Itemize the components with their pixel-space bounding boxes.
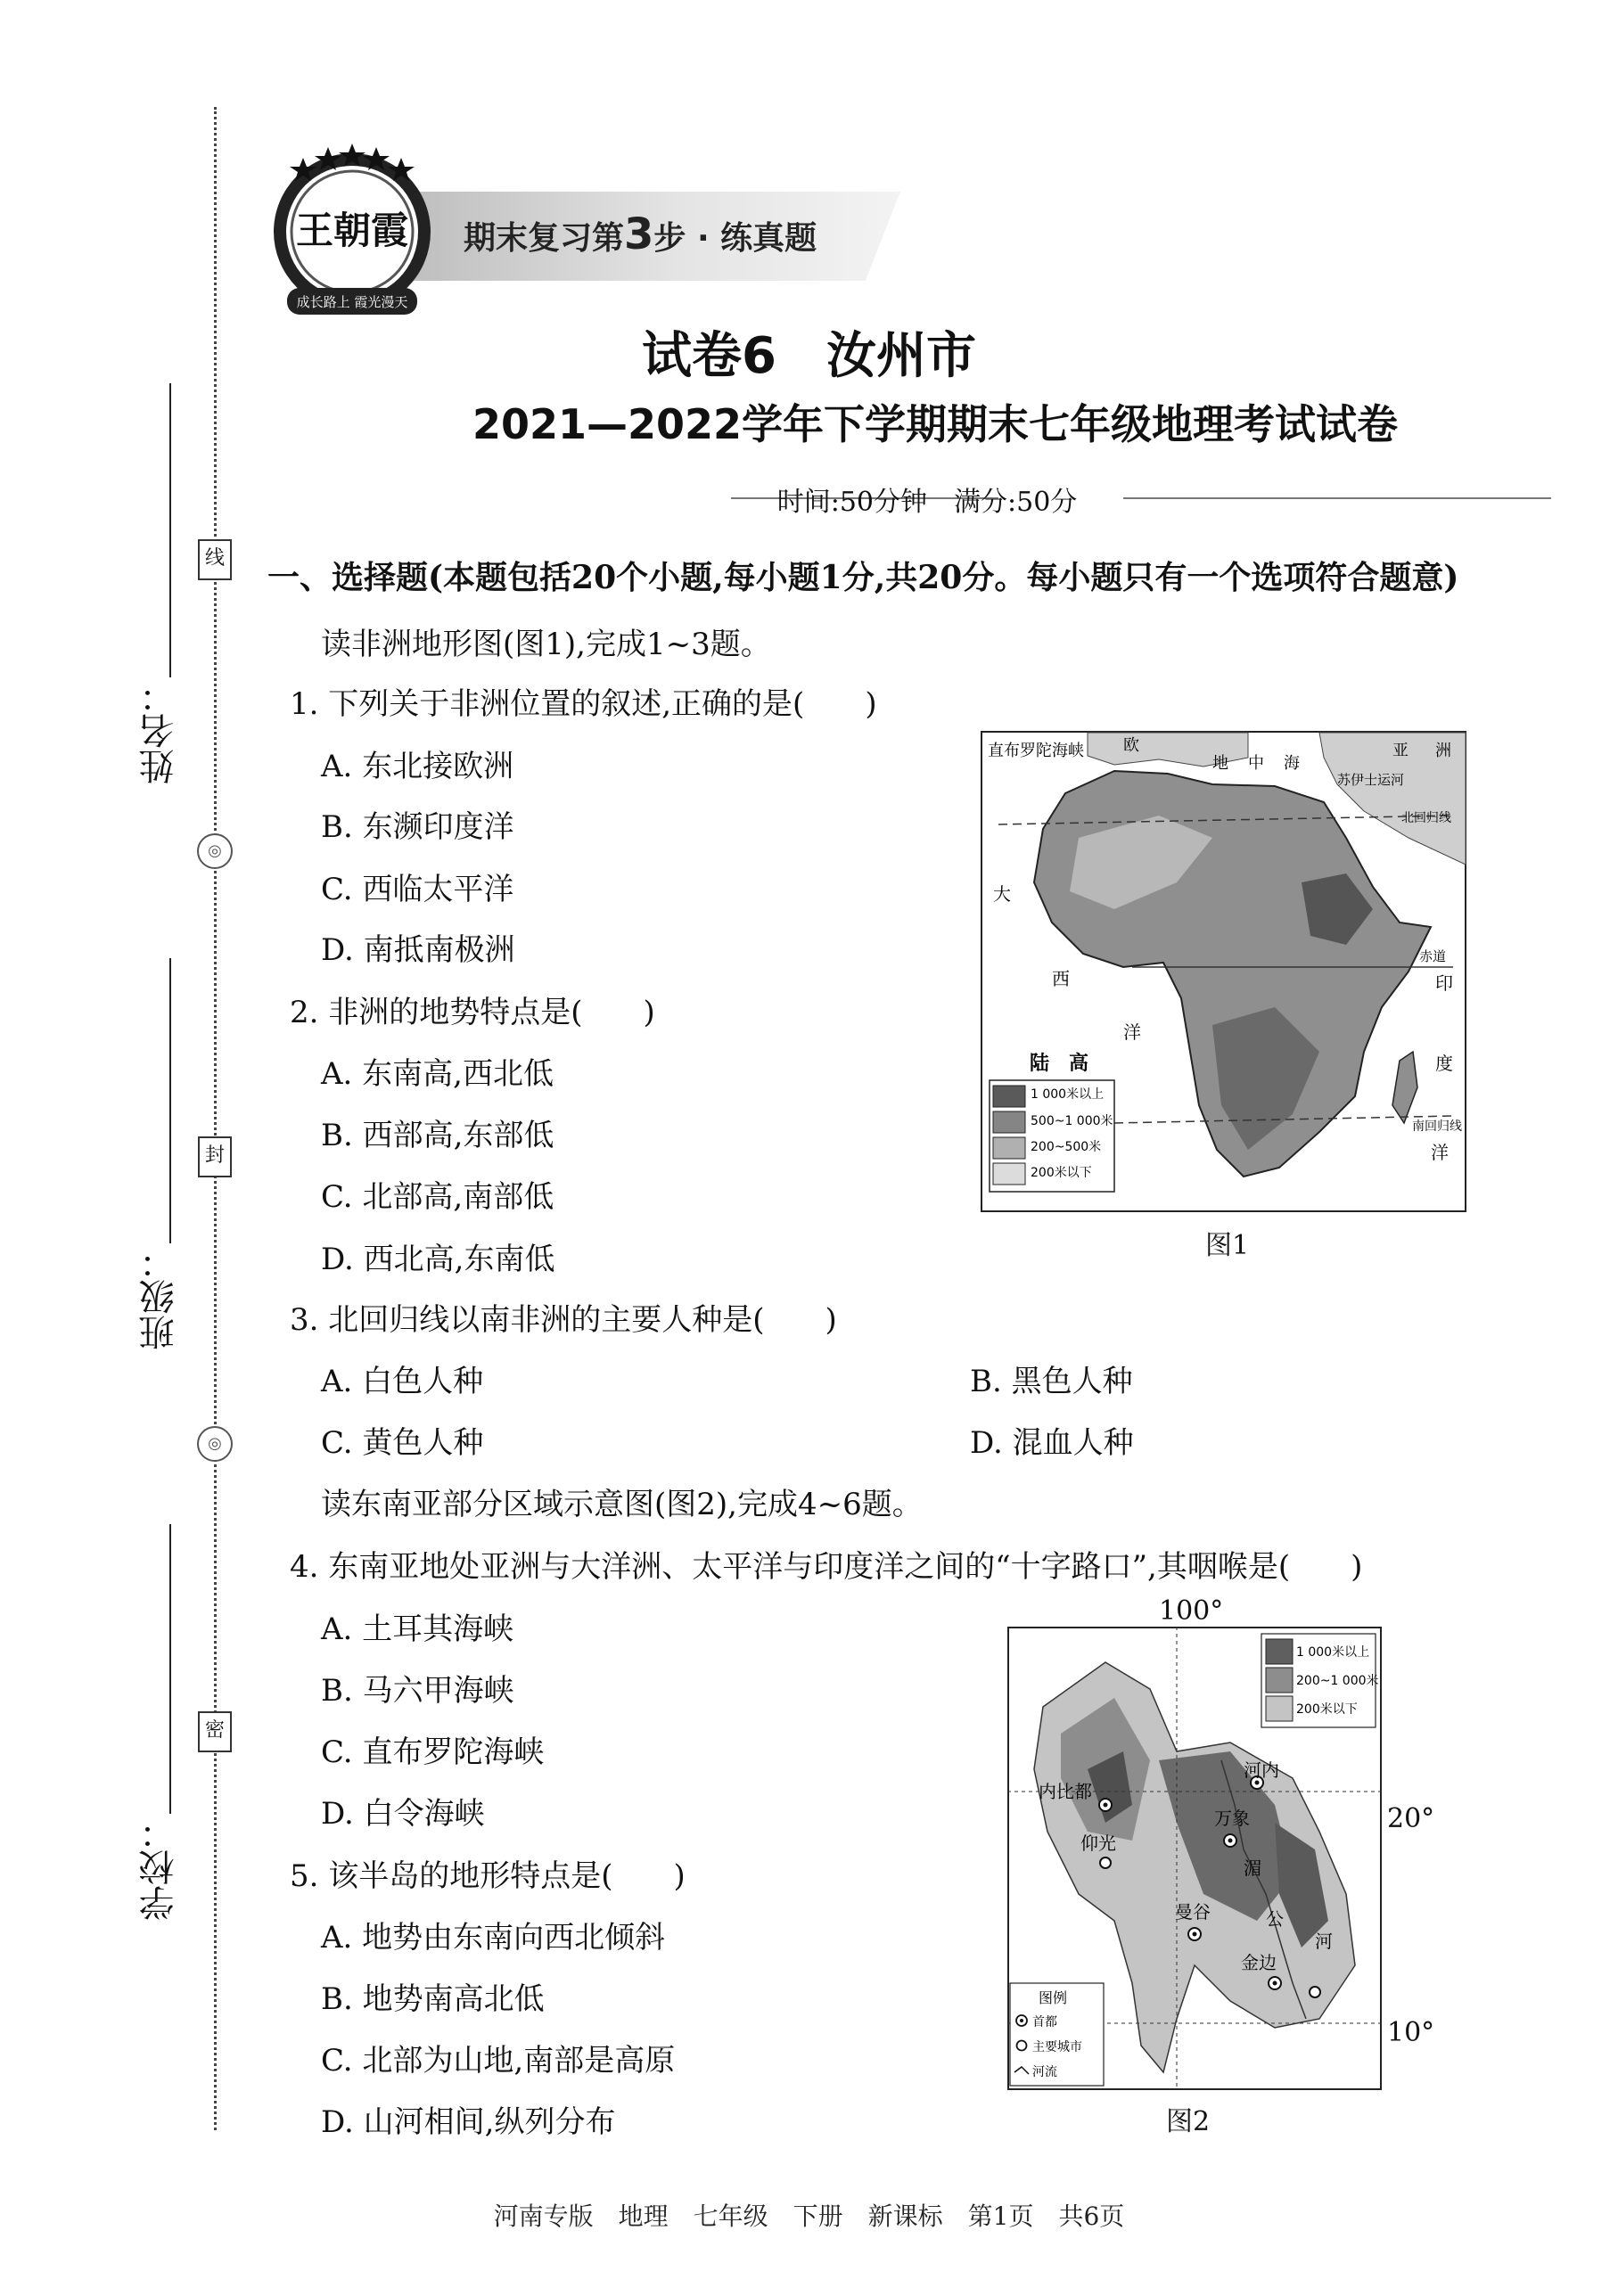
svg-text:公: 公 — [1266, 1908, 1284, 1930]
name-label: 姓名： — [139, 677, 180, 784]
city-icon — [1100, 1857, 1111, 1868]
class-label: 班级： — [139, 1243, 180, 1350]
svg-text:河流: 河流 — [1032, 2065, 1057, 2079]
q2-option-c[interactable]: C. 北部高,南部低 — [321, 1179, 554, 1215]
svg-text:200米以下: 200米以下 — [1031, 1166, 1092, 1180]
q5-option-d[interactable]: D. 山河相间,纵列分布 — [321, 2104, 616, 2140]
q4-option-c[interactable]: C. 直布罗陀海峡 — [321, 1734, 545, 1770]
svg-text:王朝霞: 王朝霞 — [295, 209, 409, 252]
name-field[interactable] — [169, 383, 171, 677]
svg-text:河内: 河内 — [1244, 1759, 1279, 1781]
question-3: 3. 北回归线以南非洲的主要人种是( ) — [290, 1302, 837, 1338]
fig2-key — [1010, 1983, 1104, 2086]
binding-dotted-line — [214, 107, 217, 2130]
exam-title: 试卷6 汝州市 — [642, 327, 976, 385]
svg-text:直布罗陀海峡: 直布罗陀海峡 — [988, 742, 1084, 760]
seal-mark-line: 线 — [198, 539, 232, 580]
question-5: 5. 该半岛的地形特点是( ) — [290, 1858, 686, 1894]
intro-fig1: 读非洲地形图(图1),完成1~3题。 — [321, 627, 771, 662]
fig2-caption: 图2 — [1166, 2106, 1211, 2137]
svg-text:500~1 000米: 500~1 000米 — [1031, 1114, 1113, 1128]
svg-text:欧: 欧 — [1123, 736, 1139, 755]
svg-text:亚: 亚 — [1392, 742, 1409, 760]
exam-subtitle: 2021—2022学年下学期期末七年级地理考试试卷 — [472, 400, 1399, 448]
intro-fig2: 读东南亚部分区域示意图(图2),完成4~6题。 — [321, 1487, 923, 1522]
capital-city-icon — [1269, 1977, 1281, 1989]
svg-text:中: 中 — [1248, 754, 1264, 773]
capital-city-icon — [1099, 1799, 1112, 1811]
fig2-lat20-label: 20° — [1387, 1803, 1435, 1834]
africa-topographic-map — [981, 731, 1466, 1212]
svg-text:地: 地 — [1212, 754, 1228, 773]
q1-option-c[interactable]: C. 西临太平洋 — [321, 872, 514, 907]
question-2: 2. 非洲的地势特点是( ) — [290, 995, 655, 1030]
svg-text:北回归线: 北回归线 — [1401, 811, 1451, 825]
svg-text:万象: 万象 — [1214, 1808, 1250, 1829]
svg-text:赤道: 赤道 — [1419, 948, 1447, 964]
q1-option-a[interactable]: A. 东北接欧洲 — [321, 749, 514, 784]
fig1-caption: 图1 — [1205, 1230, 1250, 1261]
time-info: 时间:50分钟 满分:50分 — [776, 487, 1078, 518]
svg-text:曼谷: 曼谷 — [1175, 1901, 1211, 1923]
svg-text:首都: 首都 — [1032, 2015, 1057, 2030]
svg-text:苏伊士运河: 苏伊士运河 — [1337, 772, 1405, 788]
svg-text:图例: 图例 — [1039, 1989, 1068, 2006]
q5-option-a[interactable]: A. 地势由东南向西北倾斜 — [321, 1920, 666, 1956]
svg-text:1 000米以上: 1 000米以上 — [1031, 1087, 1105, 1102]
q2-option-d[interactable]: D. 西北高,东南低 — [321, 1242, 555, 1277]
southeast-asia-map — [1007, 1627, 1382, 2090]
svg-text:洲: 洲 — [1435, 742, 1451, 760]
seal-mark-sealed: 密 — [198, 1711, 232, 1752]
question-1: 1. 下列关于非洲位置的叙述,正确的是( ) — [290, 686, 877, 722]
svg-text:陆 高: 陆 高 — [1030, 1053, 1089, 1075]
school-label: 学校： — [139, 1814, 180, 1921]
q1-option-b[interactable]: B. 东濒印度洋 — [321, 809, 514, 845]
banner-text: 期末复习第3步 · 练真题 — [464, 209, 817, 259]
q5-option-c[interactable]: C. 北部为山地,南部是高原 — [321, 2043, 676, 2079]
svg-text:湄: 湄 — [1244, 1857, 1261, 1879]
q3-option-d[interactable]: D. 混血人种 — [970, 1425, 1134, 1461]
svg-text:成长路上 霞光漫天: 成长路上 霞光漫天 — [296, 294, 408, 310]
fig2-legend — [1261, 1634, 1379, 1727]
q3-option-c[interactable]: C. 黄色人种 — [321, 1425, 484, 1461]
section-title: 一、选择题(本题包括20个小题,每小题1分,共20分。每小题只有一个选项符合题意) — [267, 559, 1459, 596]
class-field[interactable] — [169, 958, 171, 1243]
svg-text:西: 西 — [1052, 968, 1070, 989]
seal-mark-seal: 封 — [198, 1136, 232, 1177]
q3-option-a[interactable]: A. 白色人种 — [321, 1364, 484, 1399]
q4-option-a[interactable]: A. 土耳其海峡 — [321, 1611, 514, 1647]
time-info-bar — [267, 480, 1560, 518]
q2-option-b[interactable]: B. 西部高,东部低 — [321, 1118, 554, 1153]
school-field[interactable] — [169, 1524, 171, 1814]
svg-text:洋: 洋 — [1123, 1021, 1141, 1043]
svg-text:大: 大 — [993, 883, 1011, 905]
brand-logo — [267, 138, 437, 325]
q1-option-d[interactable]: D. 南抵南极洲 — [321, 932, 515, 968]
svg-text:1 000米以上: 1 000米以上 — [1296, 1645, 1370, 1660]
page-footer: 河南专版 地理 七年级 下册 新课标 第1页 共6页 — [493, 2202, 1125, 2231]
svg-text:200~500米: 200~500米 — [1031, 1140, 1102, 1154]
capital-city-icon — [1188, 1928, 1201, 1940]
svg-text:内比都: 内比都 — [1039, 1781, 1092, 1802]
svg-text:200米以下: 200米以下 — [1296, 1702, 1358, 1717]
seal-circle-icon: ◎ — [197, 833, 233, 869]
fig2-longitude-label: 100° — [1159, 1595, 1224, 1627]
svg-text:主要城市: 主要城市 — [1032, 2040, 1082, 2054]
svg-text:河: 河 — [1315, 1931, 1333, 1952]
q4-option-d[interactable]: D. 白令海峡 — [321, 1796, 485, 1832]
fig2-lat10-label: 10° — [1387, 2017, 1435, 2048]
q4-option-b[interactable]: B. 马六甲海峡 — [321, 1673, 514, 1709]
svg-text:200~1 000米: 200~1 000米 — [1296, 1674, 1379, 1688]
svg-text:度: 度 — [1435, 1053, 1453, 1074]
seal-circle-icon: ◎ — [197, 1426, 233, 1462]
question-4: 4. 东南亚地处亚洲与大洋洲、太平洋与印度洋之间的“十字路口”,其咽喉是( ) — [290, 1549, 1363, 1585]
capital-city-icon — [1224, 1834, 1236, 1847]
svg-text:印: 印 — [1435, 972, 1453, 994]
svg-text:南回归线: 南回归线 — [1412, 1119, 1462, 1134]
svg-text:海: 海 — [1284, 754, 1300, 773]
svg-text:洋: 洋 — [1431, 1142, 1449, 1163]
svg-text:仰光: 仰光 — [1080, 1833, 1116, 1854]
q3-option-b[interactable]: B. 黑色人种 — [970, 1364, 1133, 1399]
svg-text:金边: 金边 — [1241, 1952, 1277, 1973]
q2-option-a[interactable]: A. 东南高,西北低 — [321, 1056, 554, 1092]
city-icon — [1310, 1987, 1320, 1997]
q5-option-b[interactable]: B. 地势南高北低 — [321, 1981, 545, 2017]
